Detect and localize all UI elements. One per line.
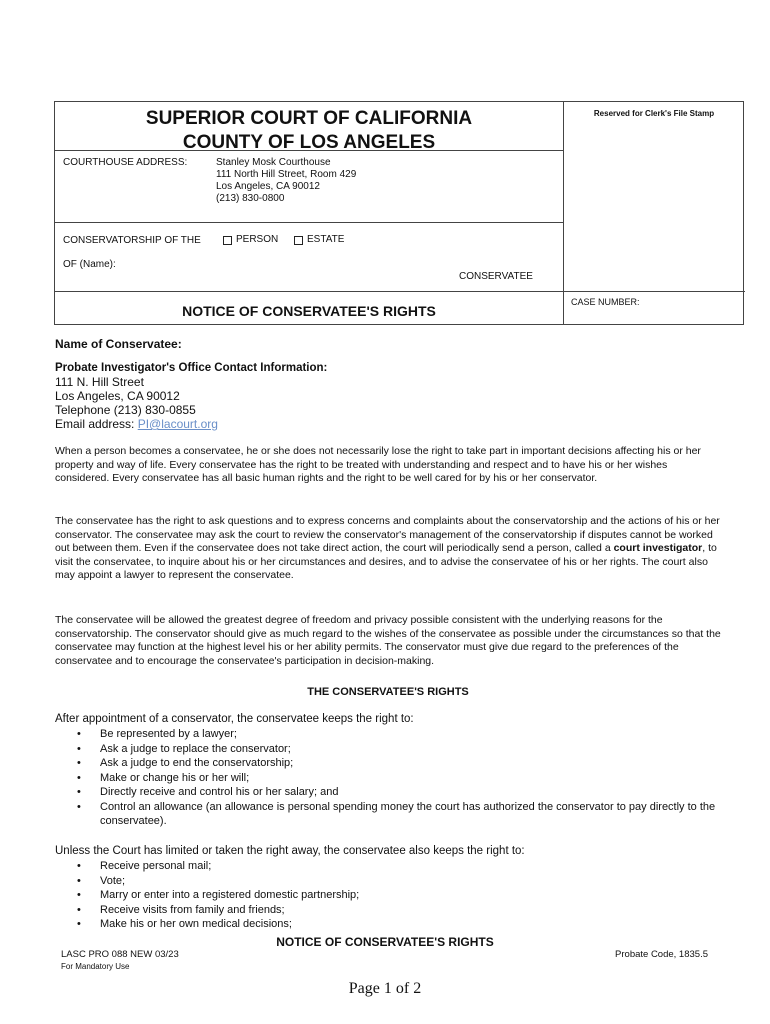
address-line: Stanley Mosk Courthouse (216, 157, 331, 168)
paragraph-text: , to visit the conservatee, to inquire about his or her circumstances and desires, and to advise the conservatee of his or her rights. The court also may appoint a lawyer to represent the conservatee. (55, 542, 717, 582)
rights-intro-1: After appointment of a conservator, the conservatee keeps the right to: (55, 713, 414, 725)
rights-list-1 (55, 727, 721, 829)
court-investigator-term: court investigator (613, 542, 703, 555)
paragraph-1: When a person becomes a conservatee, he or she does not necessarily lose the right to take part in important decisions affecting his or her property and way of life. Every conservatee has the right to be treated with understanding and respect and to have his or her wishes considered. Every conservatee has all basic human rights and the right to be well cared for by his or her conservator. (55, 445, 701, 485)
estate-checkbox-group[interactable] (294, 234, 344, 246)
address-line: 111 North Hill Street, Room 429 (216, 169, 357, 180)
contact-heading: Probate Investigator's Office Contact Information: (55, 362, 328, 374)
rights-intro-2: Unless the Court has limited or taken the right away, the conservatee also keeps the right to: (55, 845, 525, 857)
list-item: • Marry or enter into a registered domestic partnership; (55, 888, 721, 903)
rights-heading: THE CONSERVATEE'S RIGHTS (307, 686, 469, 698)
list-item: • Receive visits from family and friends; (55, 903, 721, 918)
clerk-stamp-label: Reserved for Clerk's File Stamp (593, 109, 715, 118)
list-item: • Make or change his or her will; (55, 771, 721, 786)
list-item: • Directly receive and control his or her salary; and (55, 785, 721, 800)
case-number-label: CASE NUMBER: (571, 297, 640, 307)
conservatorship-label: CONSERVATORSHIP OF THE (63, 235, 201, 246)
mandatory-use: For Mandatory Use (61, 962, 130, 971)
contact-line: 111 N. Hill Street (55, 375, 144, 389)
court-name: SUPERIOR COURT OF CALIFORNIA (145, 108, 473, 129)
form-id: LASC PRO 088 NEW 03/23 (61, 949, 179, 960)
address-line: (213) 830-0800 (216, 193, 285, 204)
contact-line: Telephone (213) 830-0855 (55, 403, 196, 417)
list-item: • Ask a judge to end the conservatorship; (55, 756, 721, 771)
probate-code: Probate Code, 1835.5 (615, 949, 708, 960)
divider (55, 222, 563, 223)
courthouse-address (216, 157, 356, 205)
address-line: Los Angeles, CA 90012 (216, 181, 320, 192)
caption-box (54, 101, 744, 325)
of-name-label: OF (Name): (63, 259, 116, 270)
estate-label: ESTATE (307, 234, 345, 245)
email-link[interactable]: PI@lacourt.org (137, 417, 218, 431)
rights-list-2 (55, 859, 721, 932)
list-item: • Make his or her own medical decisions; (55, 917, 721, 932)
person-label: PERSON (236, 234, 279, 245)
court-county: COUNTY OF LOS ANGELES (182, 132, 436, 153)
list-item: • Ask a judge to replace the conservator; (55, 742, 721, 757)
divider (55, 291, 745, 292)
list-item: • Control an allowance (an allowance is personal spending money the court has authorized the conservator to pay directly to the conservatee). (55, 800, 721, 829)
paragraph-2 (55, 515, 721, 583)
person-checkbox[interactable] (223, 236, 232, 245)
notice-title: NOTICE OF CONSERVATEE'S RIGHTS (182, 303, 436, 319)
email-label: Email address: (55, 417, 138, 431)
list-item: • Be represented by a lawyer; (55, 727, 721, 742)
contact-info (55, 361, 721, 431)
list-item: • Vote; (55, 874, 721, 889)
email-line (55, 417, 721, 431)
page-number: Page 1 of 2 (348, 980, 422, 997)
estate-checkbox[interactable] (294, 236, 303, 245)
conservatee-label: CONSERVATEE (459, 271, 533, 282)
list-item: • Receive personal mail; (55, 859, 721, 874)
courthouse-address-label: COURTHOUSE ADDRESS: (63, 157, 188, 168)
paragraph-3: The conservatee will be allowed the greatest degree of freedom and privacy possible consistent with the underlying reasons for the conservatorship. The conservator should give as much regard to the wishes of the conservatee as possible under the circumstances so that the conservatee may function at the highest level his or her ability permits. The conservator must give due regard to the preferences of the conservatee and to encourage the conservatee's participation in decision-making. (55, 614, 721, 667)
conservatee-name-label: Name of Conservatee: (55, 337, 182, 351)
paragraph-text: The conservatee has the right to ask questions and to express concerns and complaints about the conservatorship and the actions of his or her conservator. The conservatee may ask the court to review the conservator's management of the conservatorship if disputes cannot be worked out between them. Even if the conservatee does not take direct action, the court will periodically send a person, called a (55, 515, 720, 555)
person-checkbox-group[interactable] (223, 234, 278, 246)
footer-title: NOTICE OF CONSERVATEE'S RIGHTS (276, 935, 494, 949)
contact-line: Los Angeles, CA 90012 (55, 389, 180, 403)
